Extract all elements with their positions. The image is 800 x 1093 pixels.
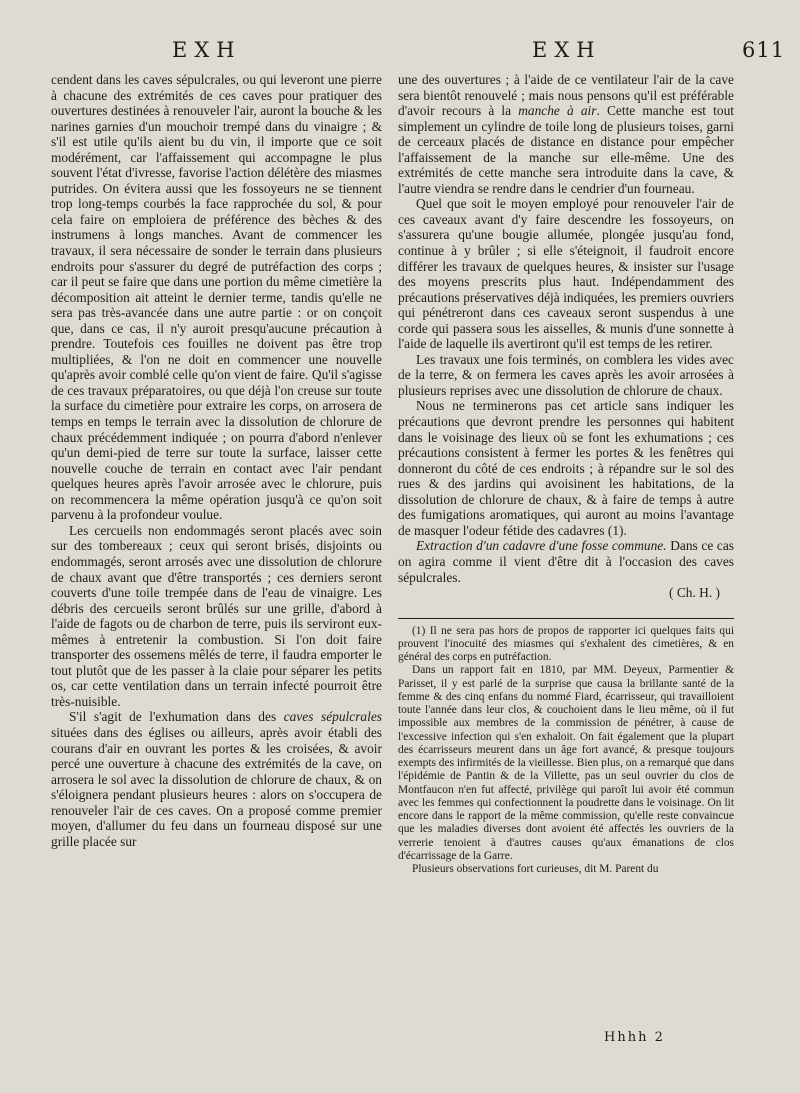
right-column [398,72,734,876]
footnote [398,625,734,877]
left-paragraph-3-end: situées dans des églises ou ailleurs, après avoir établi des courans d'air en ouvrant les portes & les croisées, & avoir percé une ouverture à chacune des extrémités de la cave, on arrosera le sol avec la dissolution de chlorure de chaux, & on s'éloignera pendant plusieurs heures : alors on s'occupera de renouveler l'air de ces caves. On a proposé comme premier moyen, d'allumer du feu dans un fourneau disposé sur une grille placée sur [51,724,382,849]
running-head-left: EXH [172,38,242,62]
right-paragraph-1-start: une des ouvertures ; à l'aide de ce ventilateur l'air de la cave sera bientôt renouvelé ; mais nous pensons qu'il est préférable d'avoir recours à la [398,72,734,119]
right-paragraph-2: Quel que soit le moyen employé pour renouveler l'air de ces caveaux avant d'y faire descendre les fossoyeurs, on s'assurera qu'une bougie allumée, plongée jusqu'au fond, continue à y brûler ; si elle s'éteignoit, il faudroit encore différer les travaux de quelques heures, & insister sur l'usage des moyens prescrits plus haut. Indépendamment des précautions préservatives déjà indiquées, les premiers ouvriers qui pénétreront dans ces caveaux seront suspendus à une corde qui passera sous les aisselles, & munis d'une sonnette à l'aide de laquelle ils avertiront qu'il est temps de les retirer. [398,196,734,352]
footnote-rule [398,618,734,619]
left-paragraph-1: cendent dans les caves sépulcrales, ou qui leveront une pierre à chacune des extrémités de ces caves pour pratiquer des ouvertures destinées à renouveler l'air, auront la bouche & les narines garnies d'un mouchoir trempé dans du vinaigre ; & s'il est utile qu'ils aient bu du vin, il importe que ce soit modérément, car l'affaissement qui accompagne le plus souvent l'état d'ivresse, favorise l'action délétère des miasmes putrides. On évitera aussi que les fossoyeurs ne se tiennent trop long-temps courbés la face rapprochée du sol, & pour cela faire on emploiera de préférence des bèches & des instrumens à longs manches. Avant de commencer les travaux, il sera nécessaire de sonder le terrain dans plusieurs endroits pour s'assurer du degré de putréfaction des corps ; car il peut se faire que dans une portion du même cimetière la décomposition ait atteint le dernier terme, tandis qu'elle ne sera pas très-avancée dans une autre partie : or on conçoit que, dans ce cas, il n'y auroit presqu'aucune précaution à prendre. Toutefois ces fouilles ne doivent pas être trop multipliées, & l'on ne doit en commencer une nouvelle qu'après avoir comblé celle qu'on vient de faire. Qu'il s'agisse de ces travaux préparatoires, ou que déjà l'on creuse sur toute la surface du cimetière pour extraire les corps, on arrosera de temps en temps le terrain avec la dissolution de chlorure de chaux précédemment indiquée ; on pourra d'abord n'enlever qu'un demi-pied de terre sur toute la surface, laisser cette nouvelle couche de terrain en contact avec l'air pendant quelques heures après l'avoir arrosée avec le chlorure, puis on recommencera la même opération jusqu'à ce qu'on soit parvenu à la profondeur voulue. [51,72,382,523]
right-paragraph-5 [398,538,734,585]
author-signature: ( Ch. H. ) [669,585,720,601]
running-head-right: EXH [532,38,602,62]
left-paragraph-2: Les cercueils non endommagés seront placés avec soin sur des tombereaux ; ceux qui seront brisés, disjoints ou endommagés, seront arrosés avec une dissolution de chlorure de chaux avant que d'être transportés ; ces derniers seront couverts d'une toile trempée dans de l'eau de vinaigre. Les débris des cercueils seront brûlés sur une grille, d'abord à l'aide de fagots ou de charbon de terre, puis ils serviront eux-mêmes à entretenir la combustion. Si l'on doit faire transporter des ossemens mêlés de terre, il faudra emporter le tout plutôt que de les passer à la claie pour séparer les petits os, car cette ventilation dans un terrain infecté pourroit être très-nuisible. [51,522,382,709]
left-paragraph-3-start: S'il s'agit de l'exhumation dans des [69,709,284,725]
left-column [51,72,382,849]
page-number: 611 [742,38,786,62]
footnote-paragraph-3: Plusieurs observations fort curieuses, dit M. Parent du [412,863,659,876]
right-paragraph-3: Les travaux une fois terminés, on comblera les vides avec de la terre, & on fermera les caves après les avoir arrosées à plusieurs reprises avec une dissolution de chlorure de chaux. [398,351,734,398]
right-paragraph-5-text: Dans ce cas on agira comme il vient d'être dit à l'occasion des caves sépulcrales. [398,538,734,585]
right-paragraph-1-end: . Cette manche est tout simplement un cylindre de toile long de plusieurs toises, garni de cerceaux placés de distance en distance pour empêcher l'affaissement de la manche sur elle-même. Une des extrémités de cette manche sera introduite dans la cave, & l'autre viendra se rendre dans le cendrier d'un fourneau. [398,103,735,196]
left-paragraph-3 [51,709,382,849]
term-manche-a-air: manche à air [518,103,597,119]
right-paragraph-4: Nous ne terminerons pas cet article sans indiquer les précautions que devront prendre les personnes qui habitent dans le voisinage des lieux où se font les exhumations ; ces précautions consistent à fermer les portes & les fenêtres qui donneront du côté de ces endroits ; à répandre sur le sol des rues & des jardins qui avoisinent les habitations, de la dissolution de chlorure de chaux, & à faire de temps à autre des fumigations aromatiques, qui auront au moins l'avantage de masquer l'odeur fétide des cadavres (1). [398,398,734,538]
section-heading-fosse-commune: Extraction d'un cadavre d'une fosse commune. [416,538,667,554]
term-caves-sepulcrales: caves sépulcrales [283,709,382,725]
footnote-paragraph-1: (1) Il ne sera pas hors de propos de rapporter ici quelques faits qui prouvent l'inocuité des miasmes qui s'exhalent des cimetières, & en général des corps en putréfaction. [398,624,734,664]
printer-signature-mark: Hhhh 2 [604,1030,665,1045]
footnote-paragraph-2: Dans un rapport fait en 1810, par MM. Deyeux, Parmentier & Parisset, il y est parlé de la surprise que causa la brillante santé de la femme & des cinq enfans du nommé Fiard, écarrisseur, qui travailloient toute l'année dans leur clos, & couchoient dans le lieu même, où il fut impossible aux membres de la commission de pénétrer, à cause de l'excessive infection qui s'en exhaloit. On fait également que la plupart des écarrisseurs meurent dans un âge fort avancé, & presque toujours exempts des infirmités de la vieillesse. Bien plus, on a remarqué que dans l'épidémie de Pantin & de la Villette, pas un seul ouvrier du clos de Montfaucon n'en fut affecté, privilège qui paroît lui avoir été commun avec les femmes qui confectionnent la poudrette dans le voisinage. On lit encore dans le rapport de la même commission, qu'elle reste convaincue que les maladies diverses dont avoient été affectés les ouvriers de la verrerie tenoient à d'autres causes qu'aux émanations de clos d'écarrissage de la Garre. [398,664,734,862]
right-paragraph-1 [398,72,734,196]
